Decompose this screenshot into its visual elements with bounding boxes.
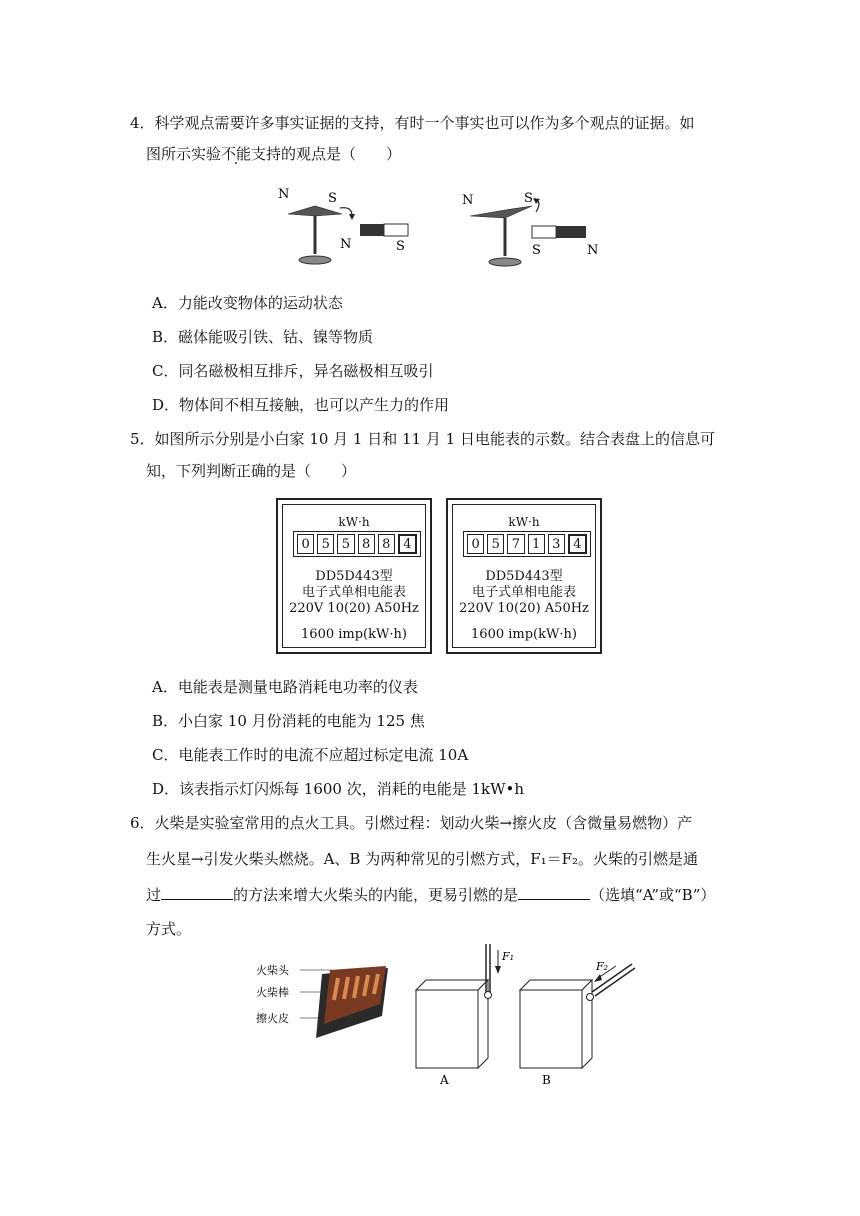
q4-right-magnet-s: S	[532, 243, 541, 258]
q4-left-magnet-s: S	[396, 239, 405, 254]
meter-digit-decimal: 4	[568, 534, 587, 554]
meter-digit: 0	[467, 534, 484, 554]
q6-box-a-front	[416, 990, 478, 1068]
q5-option-c[interactable]: C．电能表工作时的电流不应超过标定电流 10A	[152, 746, 469, 764]
q4-left-s: S	[328, 191, 337, 206]
q6-label-a: A	[440, 1073, 449, 1087]
meter-imp: 1600 imp(kW·h)	[471, 627, 577, 642]
q4-option-d[interactable]: D．物体间不相互接触，也可以产生力的作用	[152, 396, 450, 414]
q6-stem-line3	[146, 884, 715, 905]
q6-label-f1: F₁	[502, 950, 515, 963]
q4-right-base	[489, 258, 521, 266]
meter-model: DD5D443型	[315, 569, 393, 584]
q6-label-stick: 火柴棒	[256, 986, 289, 999]
meter-digits	[463, 531, 591, 557]
q4-stem-line1: 4．科学观点需要许多事实证据的支持，有时一个事实也可以作为多个观点的证据。如	[130, 114, 695, 132]
q6-stem-line4: 方式。	[146, 920, 192, 938]
q5-meter-nov	[446, 498, 602, 654]
meter-digit: 0	[297, 534, 314, 554]
q6-stem-line1: 6．火柴是实验室常用的点火工具。引燃过程：划动火柴→擦火皮（含微量易燃物）产	[130, 814, 693, 832]
q6-match-head-b	[587, 994, 594, 1001]
q6-text-a: 过	[146, 886, 162, 904]
meter-digit: 1	[528, 534, 545, 554]
q4-compass-figure	[270, 180, 620, 270]
q6-match-head-a	[485, 992, 492, 999]
meter-digit: 5	[337, 534, 354, 554]
q6-box-b-top	[520, 980, 592, 990]
q4-left-base	[299, 256, 331, 264]
q6-arrowhead-f1	[495, 966, 501, 974]
q4-stem-line2	[146, 143, 401, 164]
q6-label-f2: F₂	[596, 960, 609, 973]
meter-name: 电子式单相电能表	[471, 585, 576, 600]
q6-label-b: B	[542, 1073, 551, 1087]
q5-stem-line2: 知，下列判断正确的是（ ）	[146, 462, 357, 480]
meter-digit: 7	[507, 534, 524, 554]
q6-arrowhead-f2	[594, 974, 602, 982]
q5-option-b[interactable]: B．小白家 10 月份消耗的电能为 125 焦	[152, 712, 425, 730]
q6-box-b-front	[520, 990, 582, 1068]
meter-model: DD5D443型	[485, 569, 563, 584]
q4-option-b[interactable]: B．磁体能吸引铁、钴、镍等物质	[152, 328, 374, 346]
q4-right-n: N	[462, 193, 474, 208]
q5-option-d[interactable]: D．该表指示灯闪烁每 1600 次，消耗的电能是 1kW•h	[152, 780, 525, 798]
q6-label-strip: 擦火皮	[256, 1012, 289, 1025]
meter-unit: kW·h	[338, 515, 370, 529]
q4-right-s: S	[524, 191, 533, 206]
meter-digit: 5	[487, 534, 504, 554]
q4-stem-text: 图所示实验	[146, 145, 222, 163]
meter-digit: 3	[548, 534, 565, 554]
q6-stem-line2: 生火星→引发火柴头燃烧。A、B 为两种常见的引燃方式，F₁＝F₂。火柴的引燃是通	[146, 850, 699, 868]
q4-right-magnet-light	[532, 226, 556, 238]
q4-left-n: N	[278, 187, 290, 202]
q4-left-magnet-n: N	[340, 237, 352, 252]
q4-right-magnet-dark	[556, 226, 586, 238]
meter-digit-decimal: 4	[398, 534, 417, 554]
meter-digits	[293, 531, 421, 557]
meter-imp: 1600 imp(kW·h)	[301, 627, 407, 642]
q4-left-magnet-dark	[360, 224, 384, 236]
q6-blank-2[interactable]	[518, 885, 590, 900]
q6-match-figure	[250, 944, 650, 1090]
meter-digit: 5	[317, 534, 334, 554]
q4-left-needle	[288, 206, 342, 216]
q4-left-arrowhead	[349, 214, 355, 220]
meter-digit: 8	[378, 534, 395, 554]
meter-digit: 8	[358, 534, 375, 554]
q4-stem-text-end: 支持的观点是（ ）	[251, 145, 402, 163]
meter-rating: 220V 10(20) A50Hz	[289, 601, 419, 616]
q6-text-b: 的方法来增大火柴头的内能，更易引燃的是	[233, 886, 519, 904]
q5-meter-oct	[276, 498, 432, 654]
q6-text-c: （选填“A”或“B”）	[590, 886, 716, 904]
meter-name: 电子式单相电能表	[301, 585, 406, 600]
q6-blank-1[interactable]	[161, 885, 233, 900]
q5-option-a[interactable]: A．电能表是测量电路消耗电功率的仪表	[152, 678, 418, 696]
meter-unit: kW·h	[508, 515, 540, 529]
q4-option-a[interactable]: A．力能改变物体的运动状态	[152, 294, 343, 312]
q6-label-head: 火柴头	[256, 964, 289, 977]
q4-emphasis: 不能	[221, 145, 252, 163]
q4-option-c[interactable]: C．同名磁极相互排斥，异名磁极相互吸引	[152, 362, 434, 380]
meter-rating: 220V 10(20) A50Hz	[459, 601, 589, 616]
q4-right-magnet-n: N	[587, 243, 599, 258]
q4-right-needle	[470, 206, 532, 218]
q5-stem-line1: 5．如图所示分别是小白家 10 月 1 日和 11 月 1 日电能表的示数。结合表盘上的信息可	[130, 430, 715, 448]
q6-box-a-top	[416, 980, 488, 990]
q4-left-magnet-light	[384, 224, 408, 236]
